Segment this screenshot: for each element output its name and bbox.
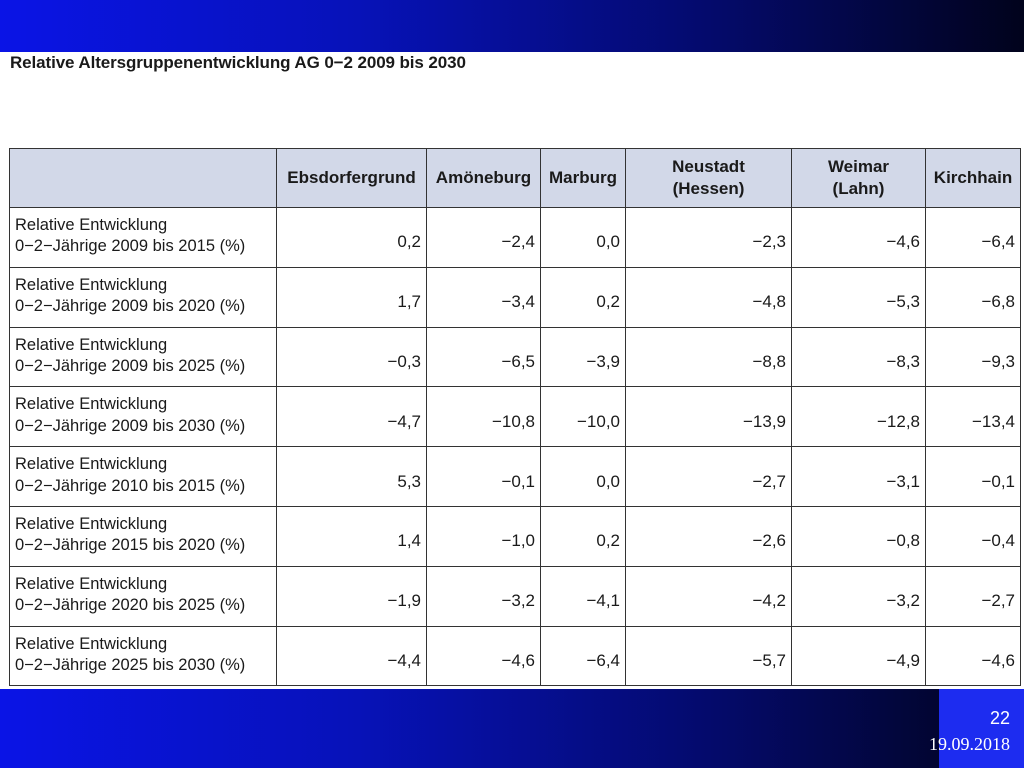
column-header: Marburg [541, 149, 626, 208]
value-cell: −5,7 [626, 626, 792, 686]
value-cell: −3,2 [792, 566, 926, 626]
row-label: Relative Entwicklung 0−2−Jährige 2009 bis 2020 (%) [10, 267, 277, 327]
row-label: Relative Entwicklung 0−2−Jährige 2015 bis 2020 (%) [10, 506, 277, 566]
value-cell: −3,1 [792, 447, 926, 507]
header-corner-cell [10, 149, 277, 208]
table-row [10, 506, 1021, 566]
age-group-table [9, 148, 1021, 686]
table-row [10, 327, 1021, 387]
table-body [10, 208, 1021, 686]
value-cell: −8,3 [792, 327, 926, 387]
slide-date: 19.09.2018 [929, 734, 1010, 754]
value-cell: −8,8 [626, 327, 792, 387]
row-label: Relative Entwicklung 0−2−Jährige 2020 bis 2025 (%) [10, 566, 277, 626]
value-cell: −12,8 [792, 387, 926, 447]
value-cell: 0,2 [541, 506, 626, 566]
column-header: Amöneburg [427, 149, 541, 208]
page-number: 22 [989, 708, 1010, 728]
value-cell: −2,6 [626, 506, 792, 566]
value-cell: −13,4 [926, 387, 1021, 447]
table-row [10, 626, 1021, 686]
value-cell: 0,2 [277, 208, 427, 268]
table-row [10, 447, 1021, 507]
value-cell: −0,4 [926, 506, 1021, 566]
value-cell: −5,3 [792, 267, 926, 327]
value-cell: −4,8 [626, 267, 792, 327]
value-cell: 5,3 [277, 447, 427, 507]
value-cell: −0,3 [277, 327, 427, 387]
table-row [10, 387, 1021, 447]
value-cell: −0,1 [427, 447, 541, 507]
value-cell: 1,4 [277, 506, 427, 566]
value-cell: −9,3 [926, 327, 1021, 387]
value-cell: −4,4 [277, 626, 427, 686]
value-cell: −4,6 [427, 626, 541, 686]
bottom-banner [0, 689, 1024, 768]
value-cell: −4,9 [792, 626, 926, 686]
value-cell: −2,7 [626, 447, 792, 507]
row-label: Relative Entwicklung 0−2−Jährige 2009 bis 2025 (%) [10, 327, 277, 387]
value-cell: −0,1 [926, 447, 1021, 507]
value-cell: 1,7 [277, 267, 427, 327]
value-cell: −13,9 [626, 387, 792, 447]
value-cell: −1,0 [427, 506, 541, 566]
row-label: Relative Entwicklung 0−2−Jährige 2009 bis 2015 (%) [10, 208, 277, 268]
value-cell: −4,2 [626, 566, 792, 626]
table-row [10, 267, 1021, 327]
row-label: Relative Entwicklung 0−2−Jährige 2010 bis 2015 (%) [10, 447, 277, 507]
value-cell: −6,4 [541, 626, 626, 686]
table-row [10, 566, 1021, 626]
value-cell: −3,4 [427, 267, 541, 327]
row-label: Relative Entwicklung 0−2−Jährige 2009 bis 2030 (%) [10, 387, 277, 447]
value-cell: −2,4 [427, 208, 541, 268]
value-cell: −4,6 [792, 208, 926, 268]
value-cell: −2,3 [626, 208, 792, 268]
value-cell: −6,5 [427, 327, 541, 387]
value-cell: −4,1 [541, 566, 626, 626]
value-cell: −0,8 [792, 506, 926, 566]
column-header: Neustadt (Hessen) [626, 149, 792, 208]
value-cell: −4,7 [277, 387, 427, 447]
value-cell: −4,6 [926, 626, 1021, 686]
value-cell: 0,0 [541, 447, 626, 507]
table-header-row [10, 149, 1021, 208]
table-row [10, 208, 1021, 268]
page-number-box [939, 689, 1024, 768]
top-banner [0, 0, 1024, 52]
column-header: Ebsdorfergrund [277, 149, 427, 208]
column-header: Kirchhain [926, 149, 1021, 208]
value-cell: 0,0 [541, 208, 626, 268]
row-label: Relative Entwicklung 0−2−Jährige 2025 bis 2030 (%) [10, 626, 277, 686]
value-cell: −2,7 [926, 566, 1021, 626]
value-cell: −6,4 [926, 208, 1021, 268]
value-cell: −3,2 [427, 566, 541, 626]
column-header: Weimar (Lahn) [792, 149, 926, 208]
value-cell: −6,8 [926, 267, 1021, 327]
value-cell: −1,9 [277, 566, 427, 626]
slide-title: Relative Altersgruppenentwicklung AG 0−2 2009 bis 2030 [10, 53, 466, 72]
value-cell: 0,2 [541, 267, 626, 327]
value-cell: −10,0 [541, 387, 626, 447]
value-cell: −3,9 [541, 327, 626, 387]
value-cell: −10,8 [427, 387, 541, 447]
